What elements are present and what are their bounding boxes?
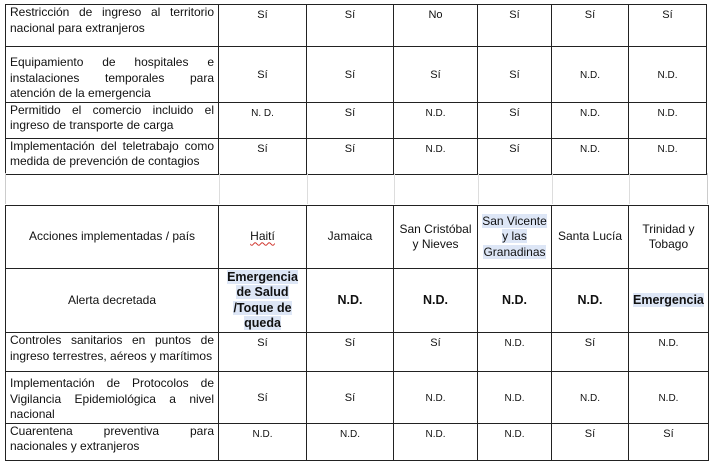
table-row [6,138,707,174]
value-cell: Sí [219,372,307,424]
gap-gridline [219,173,220,204]
alert-row [6,269,709,333]
value-cell: Sí [307,333,394,372]
value-cell: Sí [629,423,709,460]
table-row [6,5,707,47]
value-cell: Sí [478,102,552,138]
row-label: Equipamiento de hospitales e instalaciones temporales para atención de la emergencia [6,47,219,103]
value-cell: Sí [394,333,478,372]
value-cell: Sí [219,333,307,372]
value-cell: Sí [307,5,394,47]
value-cell: N.D. [629,138,707,174]
value-cell: Sí [307,47,394,103]
country-header: San Cristóbal y Nieves [394,206,478,269]
value-cell: N.D. [394,102,478,138]
value-cell: Sí [307,138,394,174]
alert-value: N.D. [307,269,394,333]
value-cell: Sí [478,138,552,174]
value-cell: N.D. [629,47,707,103]
value-cell: N.D. [478,333,552,372]
gap-gridline [552,173,553,204]
value-cell: Sí [219,5,307,47]
value-cell: N.D. [394,423,478,460]
alert-value: N.D. [552,269,629,333]
header-row [6,206,709,269]
country-header [478,206,552,269]
row-label: Controles sanitarios en puntos de ingreso terrestres, aéreos y marítimos [6,333,219,372]
value-cell: Sí [478,47,552,103]
value-cell: N.D. [478,372,552,424]
row-label: Permitido el comercio incluido el ingreso de transporte de carga [6,102,219,138]
value-cell: N.D. [629,333,709,372]
alert-text: Emergencia de Salud /Toque de queda [227,269,298,330]
measures-table-bottom [5,205,709,461]
alert-value: N.D. [394,269,478,333]
country-name: Haití [250,229,275,244]
row-label: Implementación del teletrabajo como medida de prevención de contagios [6,138,219,174]
value-cell: Sí [552,5,629,47]
gap-gridline [478,173,479,204]
country-header: Jamaica [307,206,394,269]
country-header: Santa Lucía [552,206,629,269]
value-cell: N.D. [552,47,629,103]
table-gap [5,173,708,204]
value-cell: Sí [478,5,552,47]
gap-gridline [629,173,630,204]
row-label: Implementación de Protocolos de Vigilancia Epidemiológica a nivel nacional [6,372,219,424]
value-cell: N. D. [219,102,307,138]
row-label: Restricción de ingreso al territorio nacional para extranjeros [6,5,219,47]
alert-text: Emergencia [633,292,704,307]
row-label: Cuarentena preventiva para nacionales y extranjeros [6,423,219,460]
value-cell: Sí [394,47,478,103]
value-cell: N.D. [552,102,629,138]
value-cell: N.D. [629,102,707,138]
gap-gridline [307,173,308,204]
value-cell: N.D. [219,423,307,460]
value-cell: Sí [552,423,629,460]
table-row [6,47,707,103]
value-cell: N.D. [552,138,629,174]
country-name: San Vicente y las Granadinas [482,213,547,259]
country-header [219,206,307,269]
alert-value: N.D. [478,269,552,333]
gap-gridline [394,173,395,204]
value-cell: Sí [219,47,307,103]
alert-value [219,269,307,333]
value-cell: Sí [219,138,307,174]
value-cell: N.D. [307,423,394,460]
value-cell: No [394,5,478,47]
table-row [6,423,709,460]
value-cell: Sí [307,372,394,424]
alert-value [629,269,709,333]
value-cell: N.D. [629,372,709,424]
alert-label: Alerta decretada [6,269,219,333]
table-row [6,333,709,372]
value-cell: Sí [629,5,707,47]
country-header: Trinidad y Tobago [629,206,709,269]
value-cell: N.D. [478,423,552,460]
table-row [6,102,707,138]
value-cell: Sí [307,102,394,138]
value-cell: N.D. [552,372,629,424]
header-label: Acciones implementadas / país [6,206,219,269]
value-cell: N.D. [394,138,478,174]
value-cell: Sí [552,333,629,372]
table-row [6,372,709,424]
value-cell: N.D. [394,372,478,424]
measures-table-top [5,4,707,175]
